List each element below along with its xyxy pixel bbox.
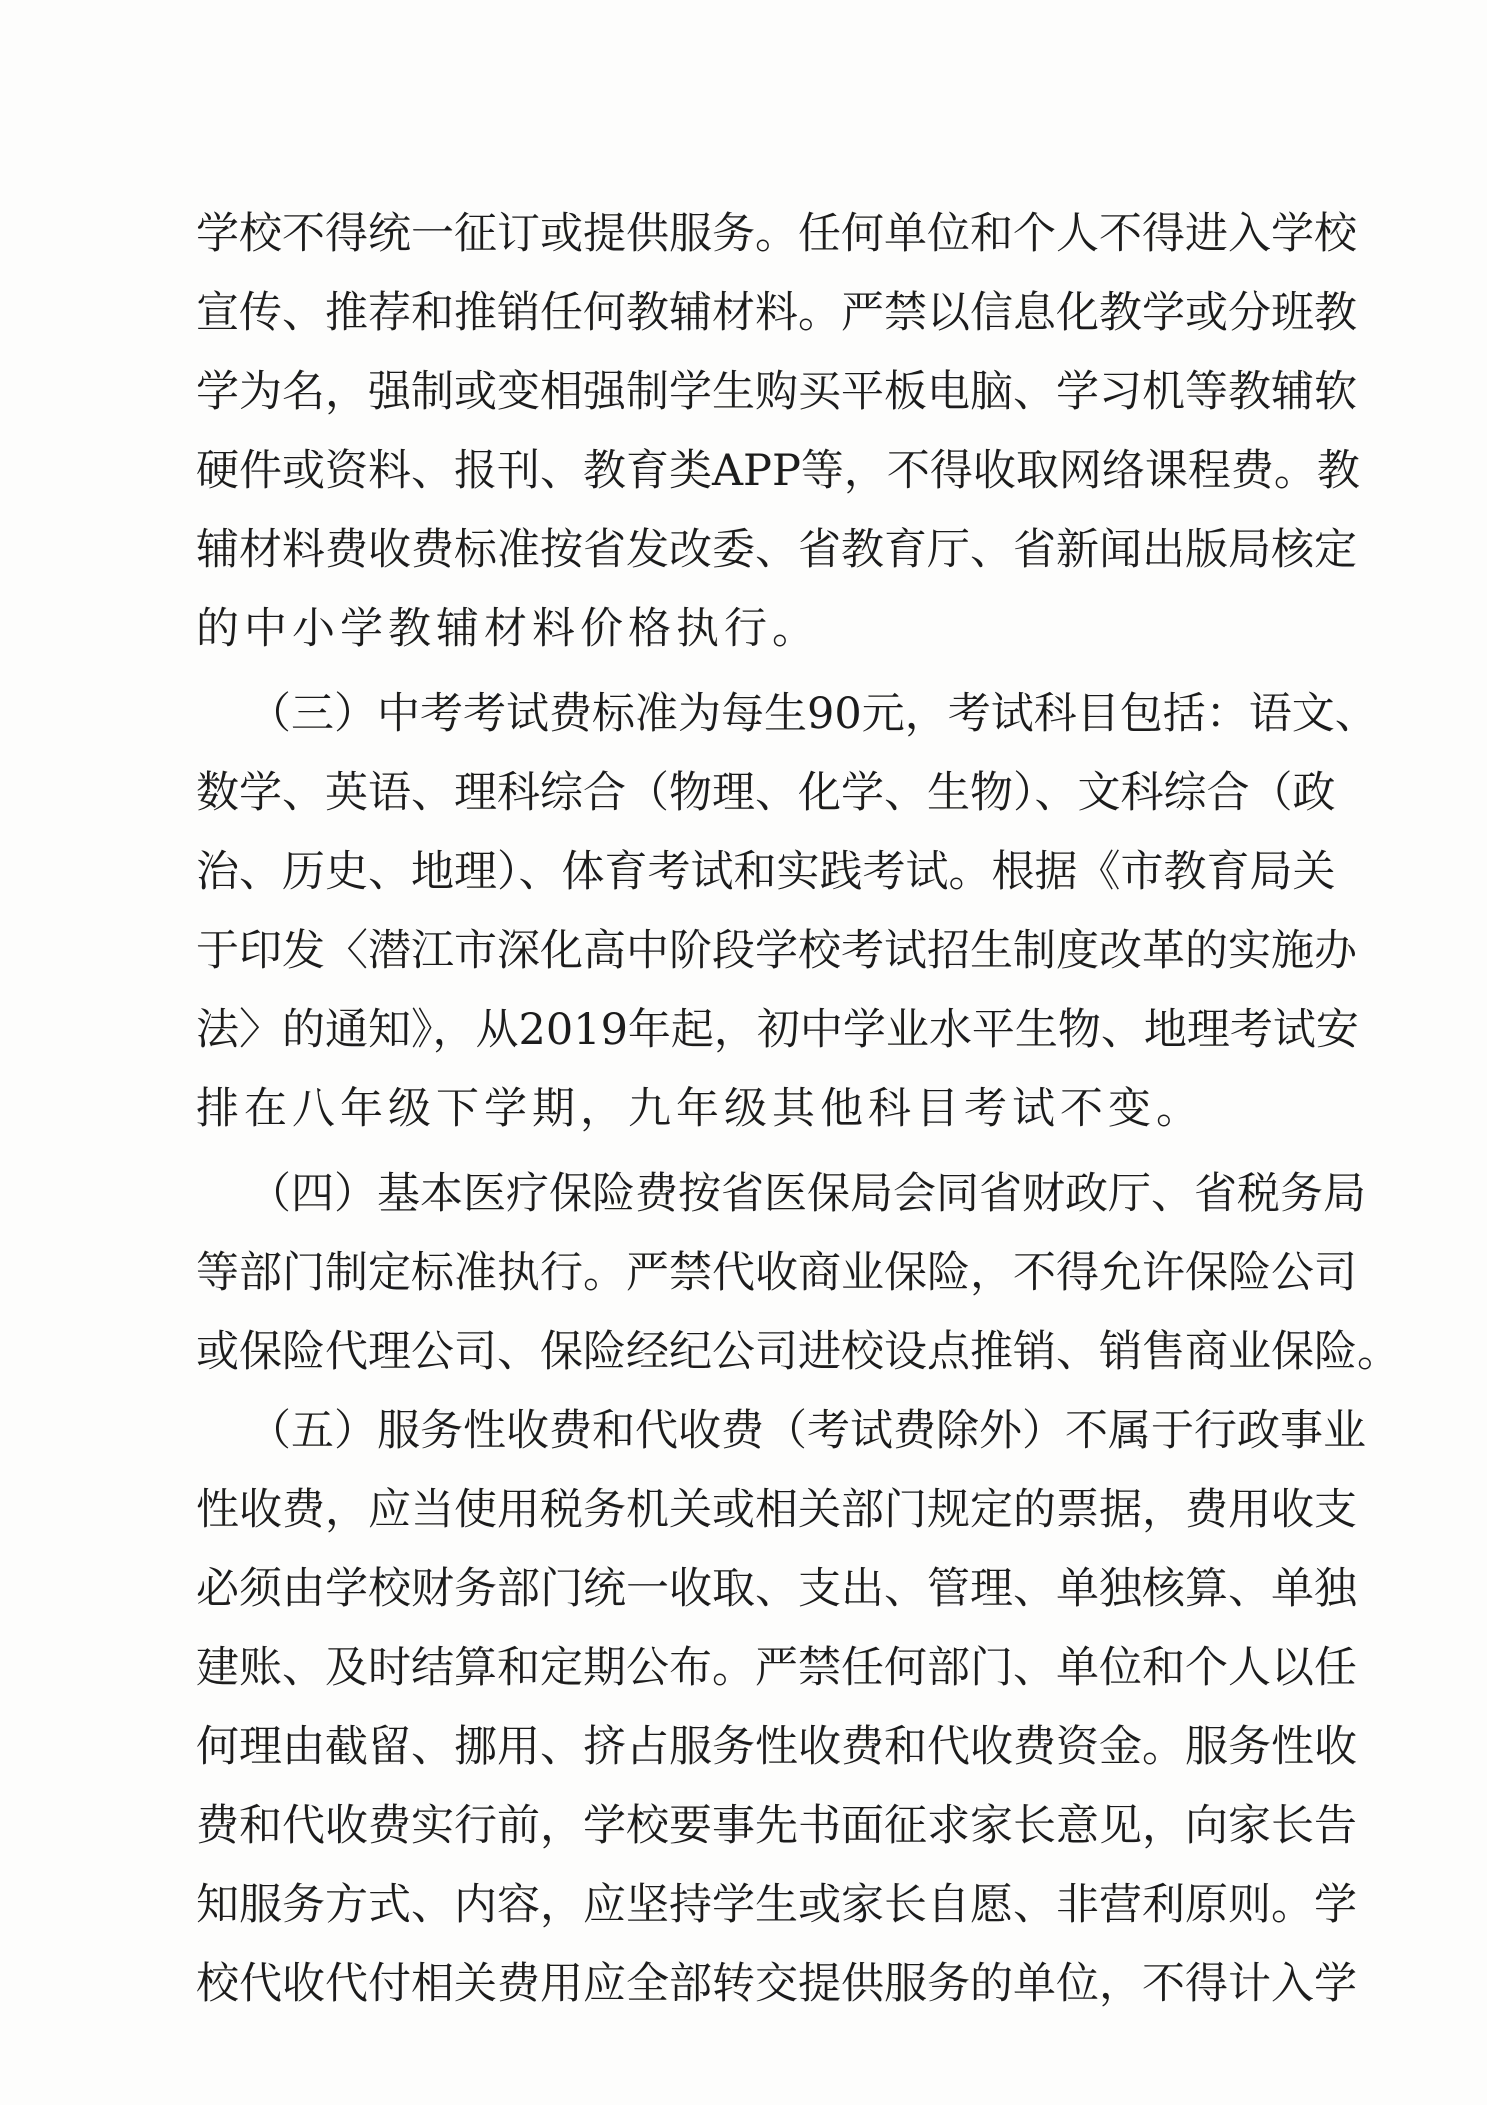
text-line: 性收费，应当使用税务机关或相关部门规定的票据，费用收支	[196, 1485, 1357, 1535]
text-line: 排在八年级下学期，九年级其他科目考试不变。	[196, 1084, 1204, 1134]
text-line: 必须由学校财务部门统一收取、支出、管理、单独核算、单独	[196, 1564, 1357, 1614]
text-line: 法〉的通知》，从2019年起，初中学业水平生物、地理考试安	[196, 1005, 1359, 1055]
paragraph-continuation	[196, 195, 1360, 669]
text-line: 校代收代付相关费用应全部转交提供服务的单位，不得计入学	[196, 1959, 1357, 2009]
text-line: 数学、英语、理科综合（物理、化学、生物）、文科综合（政	[196, 768, 1336, 818]
text-line: （四）基本医疗保险费按省医保局会同省财政厅、省税务局	[248, 1169, 1366, 1219]
text-line: 或保险代理公司、保险经纪公司进校设点推销、销售商业保险。	[196, 1327, 1400, 1377]
text-line: （五）服务性收费和代收费（考试费除外）不属于行政事业	[248, 1406, 1366, 1456]
paragraph-item-5	[196, 1392, 1366, 2024]
text-line: （三）中考考试费标准为每生90元，考试科目包括：语文、	[248, 689, 1378, 739]
text-line: 建账、及时结算和定期公布。严禁任何部门、单位和个人以任	[196, 1643, 1357, 1693]
text-line: 知服务方式、内容，应坚持学生或家长自愿、非营利原则。学	[196, 1880, 1357, 1930]
text-line: 的中小学教辅材料价格执行。	[196, 604, 820, 654]
text-line: 辅材料费收费标准按省发改委、省教育厅、省新闻出版局核定	[196, 525, 1357, 575]
document-body	[196, 195, 1400, 2024]
text-line: 治、历史、地理）、体育考试和实践考试。根据《市教育局关	[196, 847, 1336, 897]
text-line: 学校不得统一征订或提供服务。任何单位和个人不得进入学校	[196, 209, 1357, 259]
text-line: 宣传、推荐和推销任何教辅材料。严禁以信息化教学或分班教	[196, 288, 1357, 338]
text-line: 何理由截留、挪用、挤占服务性收费和代收费资金。服务性收	[196, 1722, 1357, 1772]
paragraph-item-3	[196, 675, 1378, 1149]
text-line: 费和代收费实行前，学校要事先书面征求家长意见，向家长告	[196, 1801, 1357, 1851]
paragraph-item-4	[196, 1155, 1400, 1392]
text-line: 于印发〈潜江市深化高中阶段学校考试招生制度改革的实施办	[196, 926, 1357, 976]
text-line: 硬件或资料、报刊、教育类APP等，不得收取网络课程费。教	[196, 446, 1360, 496]
text-line: 学为名，强制或变相强制学生购买平板电脑、学习机等教辅软	[196, 367, 1357, 417]
text-line: 等部门制定标准执行。严禁代收商业保险，不得允许保险公司	[196, 1248, 1357, 1298]
